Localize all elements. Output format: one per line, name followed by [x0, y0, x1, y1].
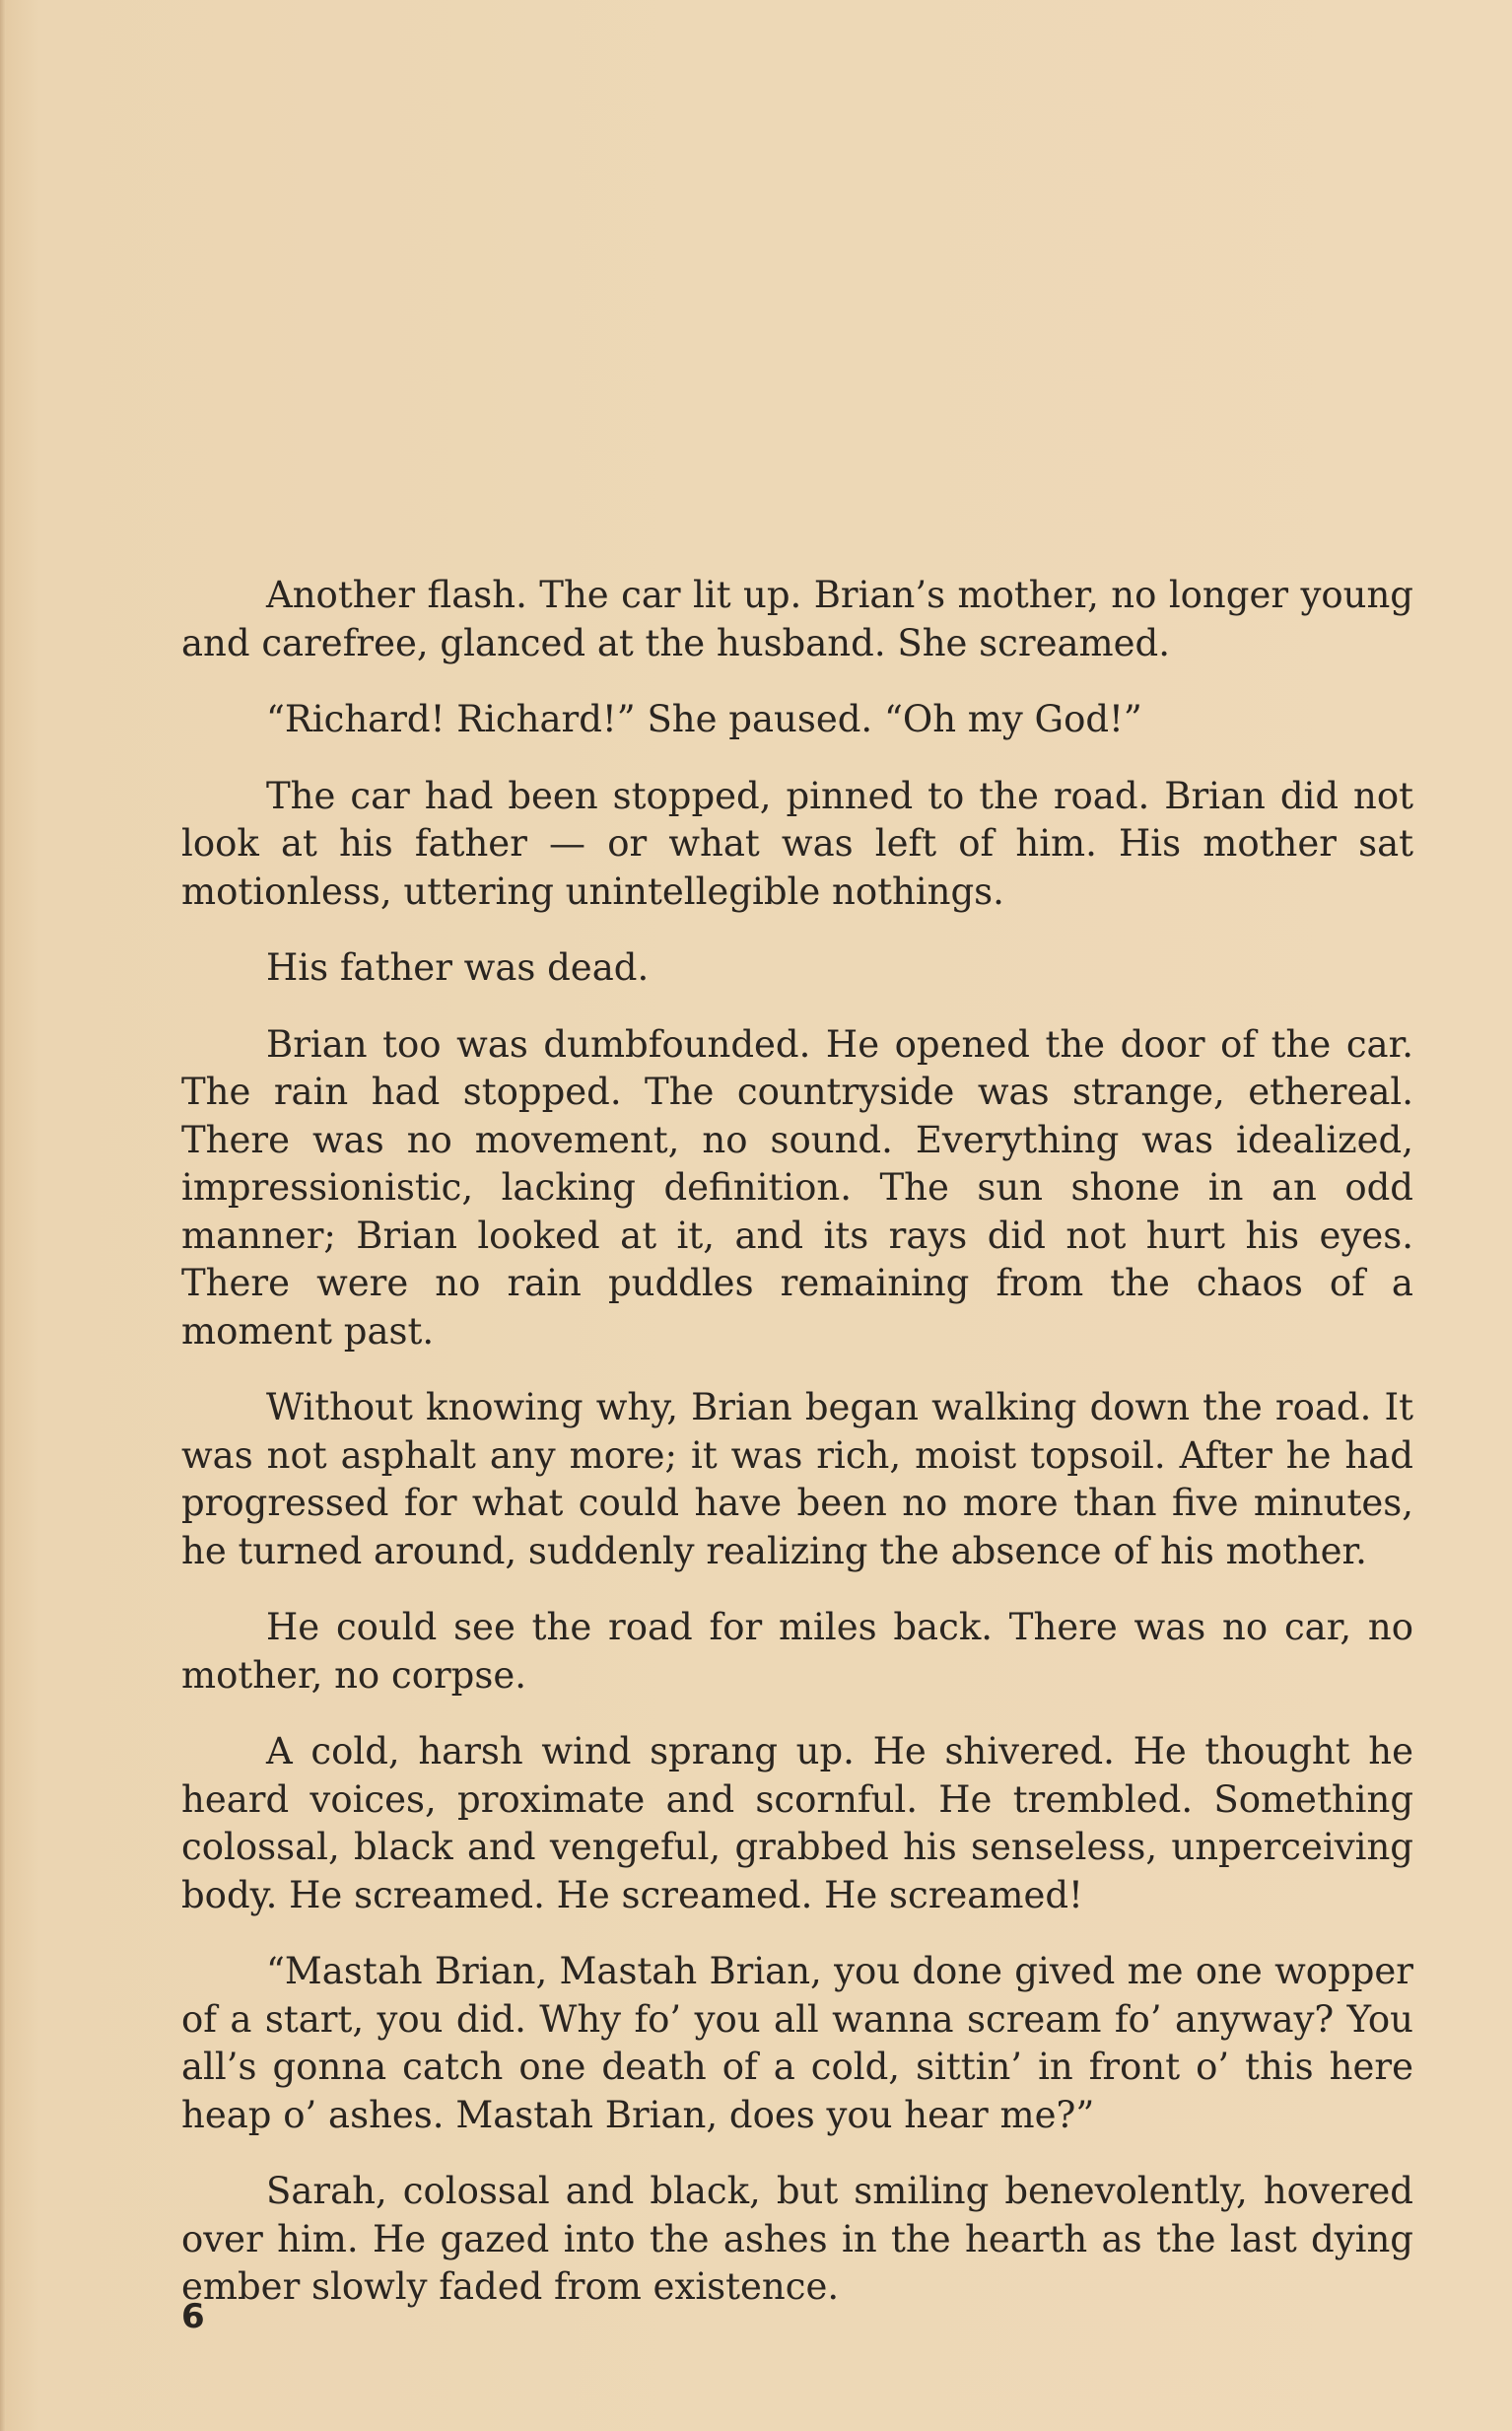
paragraph-8: A cold, harsh wind sprang up. He shivered. He thought he heard voices, proximate and scornful. He trembled. Something colossal, black and vengeful, grabbed his senseless, unperceiving body. He screamed. He screamed. He screamed! — [181, 1730, 1413, 1916]
paragraph-3: The car had been stopped, pinned to the road. Brian did not look at his father — or what was left of him. His mother sat motionless, uttering unintellegible nothings. — [181, 774, 1413, 913]
paragraph-6: Without knowing why, Brian began walking down the road. It was not asphalt any more; it was rich, moist topsoil. After he had progressed for what could have been no more than five minutes, he turned around, suddenly realizing the absence of his mother. — [181, 1386, 1413, 1572]
paragraph-10: Sarah, colossal and black, but smiling benevolently, hovered over him. He gazed into the ashes in the hearth as the last dying ember slowly faded from existence. — [181, 2170, 1413, 2308]
paragraph-9: “Mastah Brian, Mastah Brian, you done gived me one wopper of a start, you did. Why fo’ you all wanna scream fo’ anyway? You all’s gonna catch one death of a cold, sittin’ in front o’ this here heap o’ ashes. Mastah Brian, does you hear me?” — [181, 1950, 1413, 2136]
paragraph-1: Another flash. The car lit up. Brian’s mother, no longer young and carefree, glanced at the husband. She screamed. — [181, 574, 1413, 664]
paragraph-4: His father was dead. — [266, 946, 650, 989]
paragraph-5: Brian too was dumbfounded. He opened the door of the car. The rain had stopped. The countryside was strange, ethereal. There was no movement, no sound. Everything was idealized, impressionistic, lacking definition. The sun shone in an odd manner; Brian looked at it, and its rays did not hurt his eyes. There were no rain puddles remaining from the chaos of a moment past. — [181, 1022, 1413, 1353]
page-number: 6 — [181, 2297, 205, 2336]
page-edge — [0, 0, 6, 2431]
paragraph-2: “Richard! Richard!” She paused. “Oh my God!” — [266, 698, 1142, 740]
story-text — [181, 572, 1413, 2340]
paragraph-7: He could see the road for miles back. There was no car, no mother, no corpse. — [181, 1606, 1413, 1697]
